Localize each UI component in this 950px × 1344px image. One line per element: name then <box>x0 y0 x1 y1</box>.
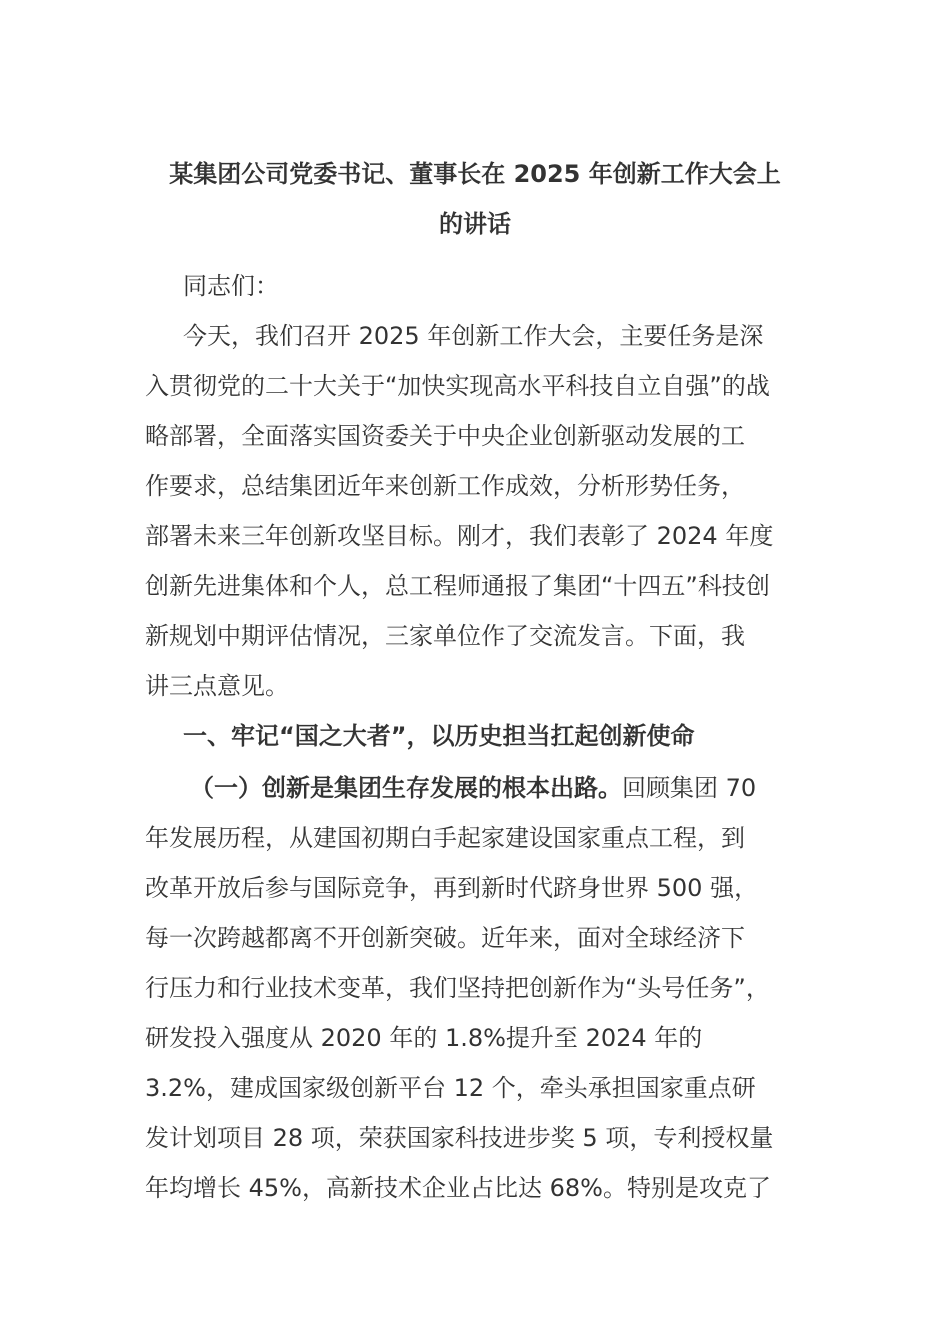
paragraph-line: 3.2%，建成国家级创新平台 12 个，牵头承担国家重点研 <box>145 1074 756 1102</box>
paragraph-line: 每一次跨越都离不开创新突破。近年来，面对全球经济下 <box>145 924 745 952</box>
paragraph-line: 讲三点意见。 <box>145 672 289 700</box>
paragraph-line: 创新先进集体和个人，总工程师通报了集团“十四五”科技创 <box>145 572 770 600</box>
salutation: 同志们： <box>183 272 279 300</box>
paragraph-line: 年均增长 45%，高新技术企业占比达 68%。特别是攻克了 <box>145 1174 771 1202</box>
paragraph-line: 改革开放后参与国际竞争，再到新时代跻身世界 500 强， <box>145 874 759 902</box>
paragraph-line: 入贯彻党的二十大关于“加快实现高水平科技自立自强”的战 <box>145 372 770 400</box>
paragraph-line: 年发展历程，从建国初期白手起家建设国家重点工程，到 <box>145 824 745 852</box>
paragraph-line: 新规划中期评估情况，三家单位作了交流发言。下面，我 <box>145 622 745 650</box>
subsection-line <box>190 772 756 804</box>
paragraph-line: 行压力和行业技术变革，我们坚持把创新作为“头号任务”， <box>145 974 770 1002</box>
subsection-text: 回顾集团 70 <box>622 774 757 802</box>
paragraph-line: 发计划项目 28 项，荣获国家科技进步奖 5 项，专利授权量 <box>145 1124 774 1152</box>
paragraph-line: 部署未来三年创新攻坚目标。刚才，我们表彰了 2024 年度 <box>145 522 774 550</box>
subsection-heading: （一）创新是集团生存发展的根本出路。 <box>190 774 622 802</box>
paragraph-line: 作要求，总结集团近年来创新工作成效，分析形势任务， <box>145 472 745 500</box>
document-title-line-1: 某集团公司党委书记、董事长在 2025 年创新工作大会上 <box>169 160 781 188</box>
section-heading: 一、牢记“国之大者”，以历史担当扛起创新使命 <box>183 722 695 750</box>
document-title-line-2: 的讲话 <box>439 210 511 238</box>
paragraph-line: 今天，我们召开 2025 年创新工作大会，主要任务是深 <box>183 322 764 350</box>
paragraph-line: 略部署，全面落实国资委关于中央企业创新驱动发展的工 <box>145 422 745 450</box>
paragraph-line: 研发投入强度从 2020 年的 1.8%提升至 2024 年的 <box>145 1024 703 1052</box>
